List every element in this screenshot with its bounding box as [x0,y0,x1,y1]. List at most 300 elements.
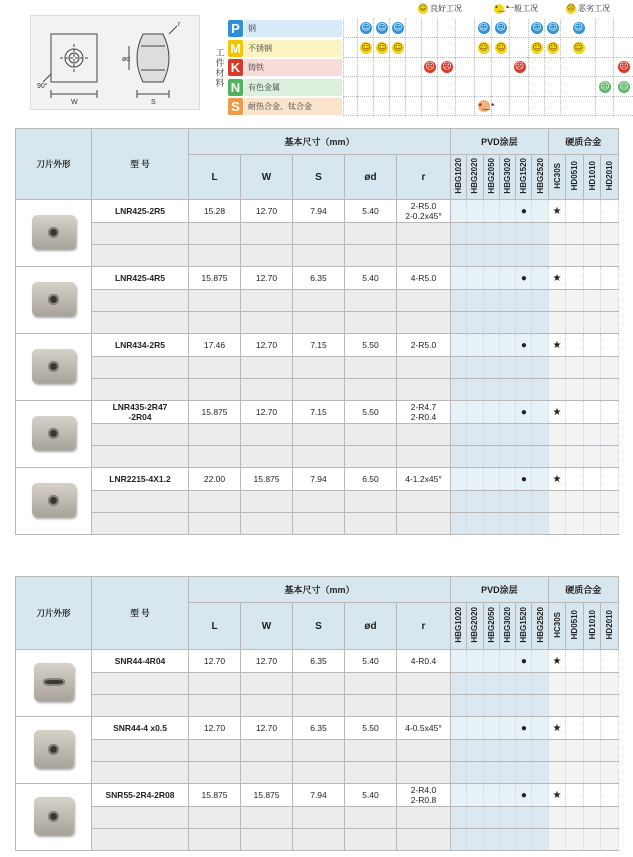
table-subrow [16,357,619,379]
empty-cell [583,829,601,851]
smile-face-icon: ☺ [573,23,584,33]
col-S-header: S [293,603,345,650]
grade-header: HBG2050 [483,603,499,650]
empty-cell [601,673,619,695]
empty-cell [467,245,483,267]
svg-text:W: W [71,99,78,106]
dim-W-cell: 12.70 [241,200,293,223]
recommended-dot-icon: ● [520,406,527,418]
col-L-header: L [189,155,241,200]
carbide-grade-cell [583,200,601,223]
smile-face-icon: ☺ [393,42,403,53]
material-cell [437,19,455,38]
material-cell [389,58,405,77]
empty-cell [189,446,241,468]
pvd-grade-cell [499,401,515,424]
empty-cell [583,223,601,245]
dim-d-cell: 6.50 [345,468,397,491]
pvd-grade-cell [516,650,532,673]
empty-cell [92,223,189,245]
empty-cell [293,762,345,784]
empty-cell [601,379,619,401]
empty-cell [548,245,566,267]
material-matrix [227,19,633,118]
empty-cell [451,513,467,535]
empty-cell [189,762,241,784]
empty-cell [397,491,451,513]
material-cell [613,19,633,38]
empty-cell [451,312,467,334]
empty-cell [483,424,499,446]
insert-icon [32,349,76,383]
table-subrow [16,290,619,312]
empty-cell [345,491,397,513]
empty-cell [397,762,451,784]
empty-cell [293,491,345,513]
empty-cell [293,290,345,312]
empty-cell [532,829,548,851]
empty-cell [566,829,584,851]
empty-cell [92,379,189,401]
empty-cell [601,312,619,334]
dim-L-cell: 15.28 [189,200,241,223]
empty-cell [601,740,619,762]
empty-cell [583,491,601,513]
empty-cell [566,491,584,513]
table-subrow [16,446,619,468]
dim-d-cell: 5.40 [345,784,397,807]
col-d-header: ød [345,603,397,650]
empty-cell [532,446,548,468]
empty-cell [467,491,483,513]
empty-cell [345,807,397,829]
empty-cell [345,513,397,535]
empty-cell [451,290,467,312]
empty-cell [241,829,293,851]
empty-cell [451,829,467,851]
table-row [16,468,619,491]
empty-cell [566,312,584,334]
recommended-dot-icon: ● [520,722,527,734]
empty-cell [189,245,241,267]
material-name: 耐热合金、钛合金 [248,102,312,111]
material-cell [373,78,389,97]
pvd-grade-cell [483,267,499,290]
empty-cell [189,223,241,245]
empty-cell [241,290,293,312]
dim-L-cell: 15.875 [189,267,241,290]
empty-cell [189,424,241,446]
carbide-grade-cell [583,334,601,357]
empty-cell [397,379,451,401]
empty-cell [566,424,584,446]
material-cell [373,39,389,58]
empty-cell [92,446,189,468]
empty-cell [566,245,584,267]
col-r-header: r [397,155,451,200]
empty-cell [397,513,451,535]
empty-cell [499,312,515,334]
material-cell [455,19,474,38]
empty-cell [532,223,548,245]
grade-header: HBG1520 [516,603,532,650]
insert-icon [34,730,74,768]
material-cell [613,97,633,116]
dim-L-cell: 15.875 [189,784,241,807]
table-subrow [16,829,619,851]
empty-cell [516,673,532,695]
table-subrow [16,312,619,334]
svg-text:S: S [151,99,156,106]
carbide-grade-cell [548,267,566,290]
col-W-header: W [241,603,293,650]
material-cell [544,78,560,97]
empty-cell [483,807,499,829]
insert-shape-image [16,468,92,535]
empty-cell [516,807,532,829]
empty-cell [566,223,584,245]
material-cell [491,39,509,58]
empty-cell [601,357,619,379]
empty-cell [467,762,483,784]
empty-cell [566,762,584,784]
dim-d-cell: 5.50 [345,334,397,357]
empty-cell [467,446,483,468]
empty-cell [293,695,345,717]
empty-cell [532,379,548,401]
table-subrow [16,695,619,717]
pvd-grade-cell [532,334,548,357]
empty-cell [92,290,189,312]
neutral-face-icon: •‿• [477,101,496,111]
material-cell [613,39,633,58]
material-cell [357,39,373,58]
table-row [16,334,619,357]
carbide-grade-cell [601,401,619,424]
material-cell [560,39,595,58]
empty-cell [532,312,548,334]
dim-S-cell: 7.94 [293,784,345,807]
empty-cell [293,379,345,401]
empty-cell [467,513,483,535]
pvd-grade-cell [483,717,499,740]
pvd-grade-cell [467,468,483,491]
pvd-group-header: PVD涂层 [451,577,549,603]
pvd-grade-cell [532,717,548,740]
empty-cell [397,673,451,695]
grade-header: HD2010 [601,155,619,200]
grade-header: HBG1020 [451,155,467,200]
empty-cell [345,424,397,446]
carbide-grade-cell [566,650,584,673]
empty-cell [483,829,499,851]
carbide-grade-cell [548,650,566,673]
material-name: 铸铁 [248,63,264,72]
spec-table-snr [15,576,619,851]
dim-r-cell: 2-R4.0 2-R0.8 [397,784,451,807]
empty-cell [293,446,345,468]
dim-W-cell: 12.70 [241,401,293,424]
material-cell [389,39,405,58]
material-cell [509,19,528,38]
material-cell [491,78,509,97]
carbide-grade-cell [583,717,601,740]
empty-cell [397,829,451,851]
dim-S-cell: 7.94 [293,468,345,491]
dim-S-cell: 6.35 [293,717,345,740]
empty-cell [516,245,532,267]
material-cell [613,58,633,77]
condition-legend [418,3,633,17]
material-cell [437,97,455,116]
dim-W-cell: 15.875 [241,468,293,491]
empty-cell [583,513,601,535]
grade-header: HD2010 [601,603,619,650]
empty-cell [241,762,293,784]
empty-cell [345,223,397,245]
dim-d-cell: 5.40 [345,267,397,290]
insert-icon [32,282,76,316]
carbide-grade-cell [566,784,584,807]
pvd-grade-cell [451,334,467,357]
empty-cell [293,312,345,334]
empty-cell [548,673,566,695]
table-row [16,200,619,223]
empty-cell [499,290,515,312]
empty-cell [92,245,189,267]
dim-r-cell: 4-1.2x45° [397,468,451,491]
empty-cell [583,379,601,401]
star-icon: ★ [552,272,562,284]
star-icon: ★ [552,205,562,217]
pvd-grade-cell [467,267,483,290]
material-cell [474,19,491,38]
table-subrow [16,740,619,762]
material-cell [373,58,389,77]
grade-header: HBG1520 [516,155,532,200]
carbide-grade-cell [601,717,619,740]
model-cell: LNR2215-4X1.2 [92,468,189,491]
carbide-grade-cell [583,468,601,491]
model-cell: LNR425-2R5 [92,200,189,223]
empty-cell [293,513,345,535]
smile-face-icon: ☺ [532,42,542,53]
model-cell: LNR435-2R47 -2R04 [92,401,189,424]
table-subrow [16,424,619,446]
smile-face-icon: ☺ [361,42,371,53]
empty-cell [241,424,293,446]
empty-cell [566,379,584,401]
material-cell [389,78,405,97]
empty-cell [601,695,619,717]
empty-cell [483,446,499,468]
dims-group-header: 基本尺寸（mm） [189,577,451,603]
grade-header: HD0510 [566,155,584,200]
insert-icon [32,416,76,450]
dim-S-cell: 6.35 [293,267,345,290]
empty-cell [293,829,345,851]
insert-icon [32,483,76,517]
empty-cell [345,695,397,717]
grade-header: HD0510 [566,603,584,650]
table-subrow [16,491,619,513]
empty-cell [293,673,345,695]
recommended-dot-icon: ● [520,789,527,801]
empty-cell [583,740,601,762]
empty-cell [583,446,601,468]
empty-cell [516,829,532,851]
star-icon: ★ [552,339,562,351]
pvd-grade-cell [451,784,467,807]
workpiece-material-label: 工件材料 [215,48,225,88]
empty-cell [467,290,483,312]
empty-cell [548,312,566,334]
material-cell [343,19,357,38]
empty-cell [189,673,241,695]
dim-L-cell: 17.46 [189,334,241,357]
material-cell [509,97,528,116]
dim-S-cell: 7.15 [293,401,345,424]
empty-cell [241,245,293,267]
empty-cell [483,290,499,312]
material-letter: P [228,20,243,37]
insert-shape-image [16,401,92,468]
dim-W-cell: 12.70 [241,650,293,673]
material-cell [544,39,560,58]
empty-cell [566,807,584,829]
material-cell [373,97,389,116]
insert-icon [32,215,76,249]
empty-cell [397,740,451,762]
empty-cell [532,695,548,717]
material-cell [437,58,455,77]
empty-cell [241,357,293,379]
empty-cell [451,424,467,446]
empty-cell [516,513,532,535]
empty-cell [532,513,548,535]
empty-cell [483,491,499,513]
star-icon: ★ [552,722,562,734]
material-cell [357,58,373,77]
dim-W-cell: 12.70 [241,717,293,740]
star-icon: ★ [552,473,562,485]
empty-cell [92,740,189,762]
empty-cell [499,223,515,245]
empty-cell [601,513,619,535]
carbide-grade-cell [601,784,619,807]
pvd-grade-cell [483,468,499,491]
empty-cell [345,357,397,379]
empty-cell [548,491,566,513]
svg-text:90°: 90° [37,83,48,90]
col-d-header: ød [345,155,397,200]
material-cell [343,39,357,58]
pvd-grade-cell [499,784,515,807]
grade-header: HC30S [548,155,566,200]
carbide-grade-cell [566,334,584,357]
table-subrow [16,762,619,784]
empty-cell [92,807,189,829]
material-cell [509,78,528,97]
empty-cell [516,290,532,312]
recommended-dot-icon: ● [520,473,527,485]
grade-header: HBG3020 [499,155,515,200]
empty-cell [467,379,483,401]
material-cell [595,19,613,38]
grade-header: HBG2050 [483,155,499,200]
carbide-grade-cell [601,650,619,673]
empty-cell [92,673,189,695]
carbide-grade-cell [583,650,601,673]
dim-d-cell: 5.50 [345,717,397,740]
empty-cell [92,312,189,334]
empty-cell [345,379,397,401]
material-letter: K [228,59,243,76]
empty-cell [583,290,601,312]
carbide-grade-cell [566,200,584,223]
legend-good-label: 良好工况 [430,4,462,13]
material-row-k [227,58,633,77]
empty-cell [241,312,293,334]
empty-cell [483,513,499,535]
dim-r-cell: 2-R5.0 2-0.2x45° [397,200,451,223]
model-cell: LNR434-2R5 [92,334,189,357]
empty-cell [601,245,619,267]
pvd-grade-cell [483,650,499,673]
empty-cell [583,312,601,334]
empty-cell [499,740,515,762]
material-cell [613,78,633,97]
col-model-header: 型 号 [92,577,189,650]
recommended-dot-icon: ● [520,339,527,351]
empty-cell [548,807,566,829]
empty-cell [532,807,548,829]
empty-cell [583,424,601,446]
grade-header: HBG2020 [467,603,483,650]
insert-shape-image [16,717,92,784]
col-L-header: L [189,603,241,650]
svg-text:r: r [178,21,181,28]
table-row [16,401,619,424]
insert-shape-image [16,650,92,717]
smile-face-icon: ☺ [548,42,558,53]
empty-cell [499,513,515,535]
material-cell [405,97,421,116]
smile-face-icon: ☺ [573,42,584,53]
material-cell [343,97,357,116]
grade-header: HBG3020 [499,603,515,650]
material-letter: N [228,79,243,96]
empty-cell [548,446,566,468]
frown-face-icon: ☹ [514,62,525,72]
frown-face-icon: ☹ [566,2,576,12]
pvd-grade-cell [532,468,548,491]
pvd-grade-cell [532,267,548,290]
smile-face-icon: ☺ [478,23,489,33]
empty-cell [397,357,451,379]
material-cell [421,39,437,58]
grade-header: HD1010 [583,603,601,650]
material-cell [595,58,613,77]
empty-cell [241,807,293,829]
pvd-grade-cell [451,200,467,223]
empty-cell [516,695,532,717]
material-cell [455,39,474,58]
empty-cell [566,740,584,762]
empty-cell [483,740,499,762]
material-cell [389,19,405,38]
col-shape-header: 刀片外形 [16,577,92,650]
